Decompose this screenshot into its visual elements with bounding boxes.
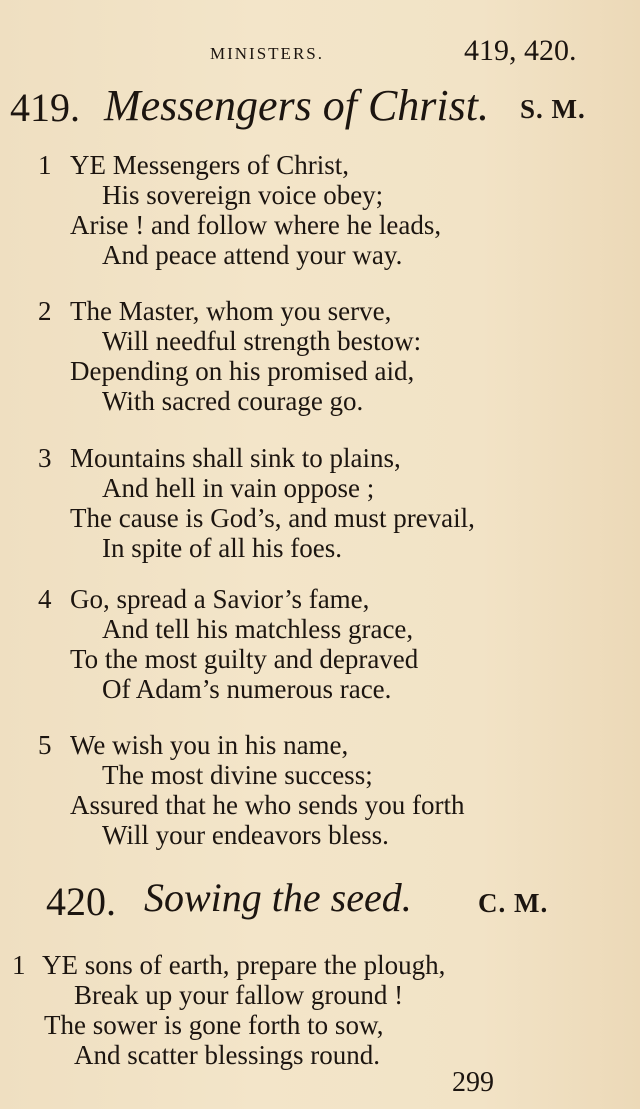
hymn-meter: S. M. — [520, 94, 586, 124]
verse-line: To the most guilty and depraved — [70, 644, 419, 674]
verse-line: And peace attend your way. — [102, 240, 403, 270]
verse-line: Will needful strength bestow: — [102, 326, 422, 356]
verse-line: Assured that he who sends you forth — [70, 790, 465, 820]
stanza-number: 4 — [38, 584, 52, 614]
hymn-range: 419, 420. — [464, 34, 577, 67]
verse-line: And tell his matchless grace, — [102, 614, 414, 644]
stanza-number: 5 — [38, 730, 52, 760]
hymn-title: Sowing the seed. — [144, 875, 412, 920]
page-number: 299 — [452, 1067, 494, 1098]
hymn-number: 419. — [10, 85, 80, 130]
verse-line: Arise ! and follow where he leads, — [70, 210, 442, 240]
verse-line: Of Adam’s numerous race. — [102, 674, 392, 704]
running-title: MINISTERS. — [210, 44, 324, 63]
verse-line: Break up your fallow ground ! — [74, 980, 404, 1010]
verse-line: With sacred courage go. — [102, 386, 364, 416]
verse-line: We wish you in his name, — [70, 730, 349, 760]
verse-line: Go, spread a Savior’s fame, — [70, 584, 370, 614]
hymn-meter: C. M. — [478, 888, 549, 918]
verse-line: Will your endeavors bless. — [102, 820, 389, 850]
verse-line: Depending on his promised aid, — [70, 356, 415, 386]
verse-line: His sovereign voice obey; — [102, 180, 384, 210]
verse-line: The Master, whom you serve, — [70, 296, 392, 326]
stanza-number: 1 — [38, 150, 52, 180]
verse-line: In spite of all his foes. — [102, 533, 342, 563]
verse-line: The cause is God’s, and must prevail, — [70, 503, 475, 533]
stanza-number: 1 — [12, 950, 26, 980]
verse-line: And hell in vain oppose ; — [102, 473, 375, 503]
verse-line: Mountains shall sink to plains, — [70, 443, 401, 473]
stanza-number: 2 — [38, 296, 52, 326]
stanza-number: 3 — [38, 443, 52, 473]
verse-line: YE Messengers of Christ, — [70, 150, 349, 180]
verse-line: The sower is gone forth to sow, — [44, 1010, 384, 1040]
verse-line: And scatter blessings round. — [74, 1040, 380, 1070]
hymn-title: Messengers of Christ. — [104, 81, 489, 130]
verse-line: YE sons of earth, prepare the plough, — [42, 950, 446, 980]
hymn-number: 420. — [46, 879, 116, 924]
verse-line: The most divine success; — [102, 760, 373, 790]
running-head — [0, 34, 640, 74]
